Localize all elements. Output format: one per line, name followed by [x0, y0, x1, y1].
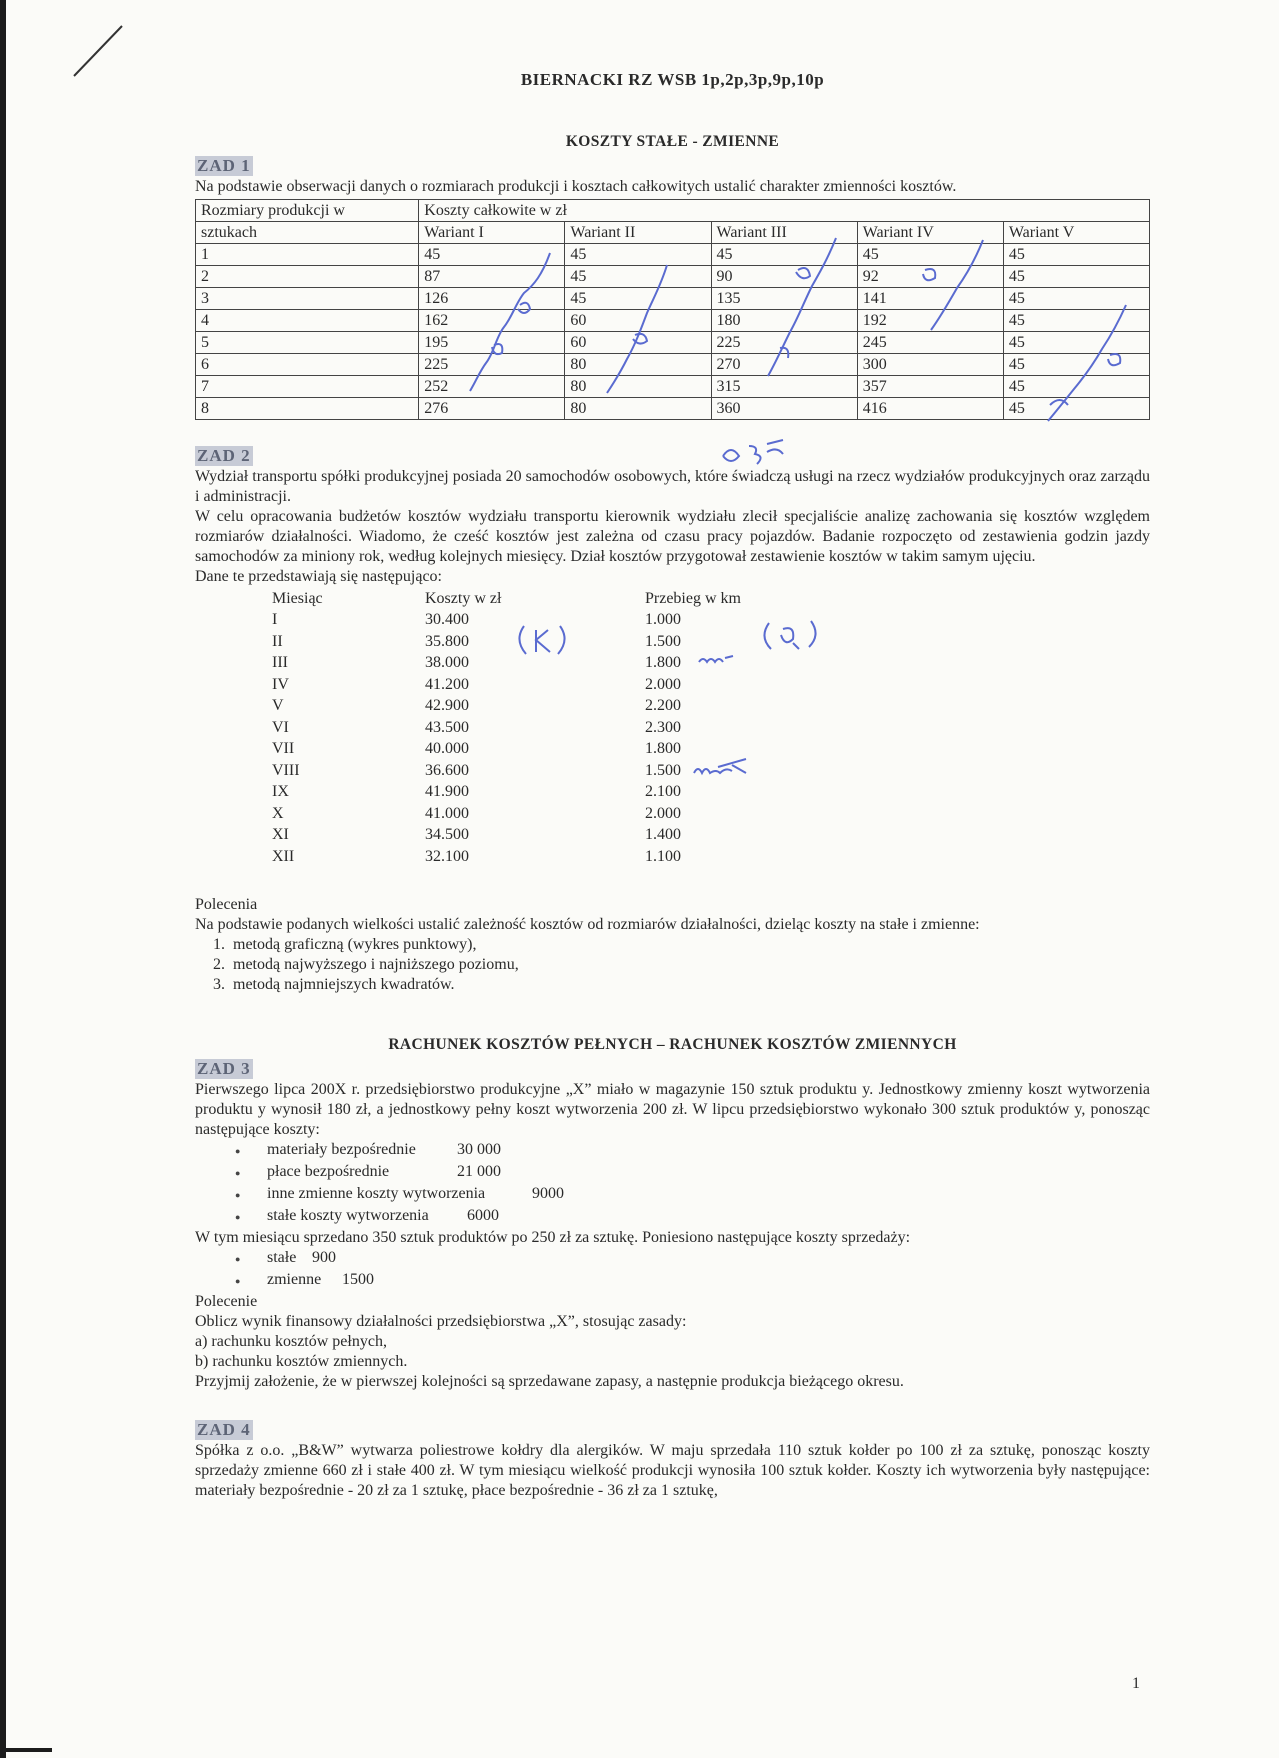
- sales-costs-list: [195, 1248, 1150, 1292]
- table-cell: 245: [857, 332, 1003, 354]
- task2-paragraph-3: Dane te przedstawiają się następująco:: [195, 568, 442, 585]
- table-cell: 2.000: [645, 675, 681, 693]
- table-row: [272, 695, 741, 717]
- table-header-production: [196, 200, 419, 222]
- cost-variants-table: [195, 199, 1150, 420]
- table-cell: 4: [196, 310, 419, 332]
- table-row: [272, 824, 741, 846]
- table-cell: 87: [419, 266, 565, 288]
- table-header-production-text: Rozmiary produkcji w: [201, 202, 345, 219]
- table-cell: 141: [857, 288, 1003, 310]
- table-cell: 43.500: [425, 718, 469, 736]
- list-item: 2. metodą najwyższego i najniższego poziomu,: [229, 955, 1150, 975]
- table-row: [196, 376, 1150, 398]
- task2-commands-title: Polecenia: [195, 895, 258, 913]
- table-cell: 1.800: [645, 740, 681, 757]
- list-item: [267, 1248, 1150, 1270]
- task2-paragraph-1: Wydział transportu spółki produkcyjnej posiada 20 samochodów osobowych, które świadczą usługi na rzecz wydziałów produkcyjnych oraz zarządu i administracji.: [195, 468, 1150, 505]
- table-row: [272, 802, 741, 824]
- table-row: [272, 609, 741, 631]
- table-cell: VI: [272, 718, 289, 736]
- cost-value: 6000: [467, 1206, 499, 1224]
- section-title-fixed-variable: KOSZTY STAŁE - ZMIENNE: [565, 133, 780, 150]
- cost-value: 21 000: [457, 1162, 501, 1180]
- table-cell: 416: [857, 398, 1003, 420]
- variant-header: Wariant V: [1003, 222, 1149, 244]
- variant-header: Wariant IV: [857, 222, 1003, 244]
- table-cell: 8: [196, 398, 419, 420]
- table-cell: 1.000: [645, 611, 681, 628]
- table-cell: 32.100: [425, 847, 469, 865]
- table-cell: 192: [857, 310, 1003, 332]
- task2-methods-list: [195, 935, 1150, 995]
- table-cell: 30.400: [425, 611, 469, 628]
- cost-name: materiały bezpośrednie: [267, 1140, 416, 1158]
- table-cell: 60: [565, 310, 711, 332]
- table-cell: 270: [711, 354, 857, 376]
- table-cell: 315: [711, 376, 857, 398]
- table-cell: 162: [419, 310, 565, 332]
- table-cell: 45: [1003, 354, 1149, 376]
- task-label-4: ZAD 4: [197, 1419, 251, 1439]
- table-cell: 92: [857, 266, 1003, 288]
- table-cell: 45: [1003, 266, 1149, 288]
- table-cell: 195: [419, 332, 565, 354]
- cost-value: 900: [312, 1248, 336, 1266]
- cost-name: stałe koszty wytworzenia: [267, 1206, 429, 1224]
- table-cell: 60: [565, 332, 711, 354]
- table-row: [272, 630, 741, 652]
- table-cell: XII: [272, 847, 295, 865]
- table-cell: 38.000: [425, 654, 469, 671]
- table-cell: VII: [272, 740, 295, 757]
- task2-commands-text: Na podstawie podanych wielkości ustalić zależność kosztów od rozmiarów działalności, dzieląc koszty na stałe i zmienne:: [195, 915, 980, 933]
- table-cell: 45: [565, 244, 711, 266]
- table-row: [196, 398, 1150, 420]
- table-cell: 252: [419, 376, 565, 398]
- table-cell: 42.900: [425, 697, 469, 714]
- table-cell: 225: [711, 332, 857, 354]
- table-cell: 41.900: [425, 783, 469, 800]
- table-cell: 1.800: [645, 654, 681, 671]
- list-item: [267, 1270, 1150, 1292]
- task3-command-title: Polecenie: [195, 1292, 258, 1310]
- table-cell: 45: [1003, 244, 1149, 266]
- table-cell: 35.800: [425, 632, 469, 650]
- production-costs-list: [195, 1140, 1150, 1228]
- table-cell: 1.500: [645, 761, 681, 779]
- table-row: [196, 310, 1150, 332]
- task-label-1: ZAD 1: [197, 156, 251, 175]
- task3-command-text: Oblicz wynik finansowy działalności przedsiębiorstwa „X”, stosując zasady:: [195, 1312, 687, 1330]
- table-cell: II: [272, 632, 283, 650]
- table-cell: X: [272, 804, 284, 822]
- table-row: [272, 716, 741, 738]
- table-row: [272, 781, 741, 803]
- col-header-cost: Koszty w zł: [425, 589, 502, 607]
- section-title-full-variable-costing: RACHUNEK KOSZTÓW PEŁNYCH – RACHUNEK KOSZTÓW ZMIENNYCH: [388, 1035, 957, 1053]
- task3-paragraph-3: Przyjmij założenie, że w pierwszej kolejności są sprzedawane zapasy, a następnie produkcja bieżącego okresu.: [195, 1372, 904, 1390]
- table-row: [196, 354, 1150, 376]
- page-number: 1: [1132, 1675, 1140, 1692]
- table-cell: 1: [196, 244, 419, 266]
- table-row: [196, 266, 1150, 288]
- table-cell: 80: [565, 398, 711, 420]
- cost-value: 30 000: [457, 1140, 501, 1158]
- cost-name: stałe: [267, 1248, 297, 1266]
- table-row: [272, 652, 741, 674]
- table-cell: 276: [419, 398, 565, 420]
- table-row: [272, 738, 741, 760]
- table-cell: 1.100: [645, 847, 681, 865]
- table-cell: 135: [711, 288, 857, 310]
- table-cell: 3: [196, 288, 419, 310]
- table-cell: 45: [711, 244, 857, 266]
- task3-option-b: b) rachunku kosztów zmiennych.: [195, 1352, 408, 1370]
- table-cell: 40.000: [425, 740, 469, 757]
- task3-paragraph-2: W tym miesiącu sprzedano 350 sztuk produktów po 250 zł za sztukę. Poniesiono następujące koszty sprzedaży:: [195, 1228, 911, 1246]
- task4-text: Spółka z o.o. „B&W” wytwarza poliestrowe kołdry dla alergików. W maju sprzedała 110 sztuk kołder po 100 zł za sztukę, ponosząc koszty sprzedaży zmienne 660 zł i stałe 400 zł. W tym miesiącu wielkość produkcji wynosiła 100 sztuk kołder. Koszty ich wytworzenia były następujące: materiały bezpośrednie - 20 zł za 1 sztukę, płace bezpośrednie - 36 zł za 1 sztukę,: [195, 1441, 1150, 1499]
- table-cell: 41.200: [425, 675, 469, 693]
- table-header-costs: Koszty całkowite w zł: [419, 200, 1150, 222]
- table-row: [196, 332, 1150, 354]
- cost-name: płace bezpośrednie: [267, 1162, 390, 1180]
- variant-header: Wariant I: [419, 222, 565, 244]
- table-cell: 36.600: [425, 761, 469, 779]
- scan-left-edge: [0, 0, 6, 1758]
- table-cell: IX: [272, 783, 289, 800]
- task3-option-a: a) rachunku kosztów pełnych,: [195, 1332, 387, 1350]
- table-cell: 180: [711, 310, 857, 332]
- scan-bottom-edge: [0, 1748, 52, 1752]
- table-cell: 45: [1003, 398, 1149, 420]
- cost-value: 1500: [342, 1270, 374, 1288]
- task-label-2: ZAD 2: [197, 446, 251, 465]
- pen-slash-mark: [70, 22, 130, 82]
- table-cell: 45: [1003, 376, 1149, 398]
- task3-paragraph-1: Pierwszego lipca 200X r. przedsiębiorstwo produkcyjne „X” miało w magazynie 150 sztuk produktu y. Jednostkowy zmienny koszt wytworzenia produktu y wynosił 180 zł, a jednostkowy pełny koszt wytworzenia 200 zł. W lipcu przedsiębiorstwo wykonało 300 sztuk produktów y, ponosząc następujące koszty:: [195, 1080, 1150, 1138]
- variant-header: Wariant III: [711, 222, 857, 244]
- table-cell: 90: [711, 266, 857, 288]
- table-cell: 6: [196, 354, 419, 376]
- table-cell: VIII: [272, 761, 300, 779]
- table-cell: 1.500: [645, 632, 681, 650]
- table-cell: 2.100: [645, 783, 681, 800]
- table-row: [272, 673, 741, 695]
- cost-name: zmienne: [267, 1270, 322, 1288]
- table-cell: 5: [196, 332, 419, 354]
- list-item: 1. metodą graficzną (wykres punktowy),: [229, 935, 1150, 955]
- table-cell: 360: [711, 398, 857, 420]
- table-cell: I: [272, 611, 278, 628]
- table-row: [272, 759, 741, 781]
- table-cell: 45: [419, 244, 565, 266]
- table-cell: 34.500: [425, 826, 469, 843]
- table-cell: 126: [419, 288, 565, 310]
- list-item: [267, 1162, 1150, 1184]
- table-cell: 300: [857, 354, 1003, 376]
- table-cell: IV: [272, 675, 289, 693]
- table-cell: 80: [565, 354, 711, 376]
- table-cell: 225: [419, 354, 565, 376]
- cost-name: inne zmienne koszty wytworzenia: [267, 1184, 486, 1202]
- table-cell: 7: [196, 376, 419, 398]
- table-cell: 45: [857, 244, 1003, 266]
- list-item: [267, 1184, 1150, 1206]
- table-row: [196, 244, 1150, 266]
- task-label-3: ZAD 3: [197, 1058, 251, 1078]
- list-item: [267, 1140, 1150, 1162]
- document-page: [195, 70, 1150, 1501]
- table-cell: 80: [565, 376, 711, 398]
- table-cell: 2.300: [645, 718, 681, 736]
- table-cell: XI: [272, 826, 289, 843]
- variant-header: Wariant II: [565, 222, 711, 244]
- table-row: [272, 845, 741, 867]
- task1-text: Na podstawie obserwacji danych o rozmiarach produkcji i kosztach całkowitych ustalić charakter zmienności kosztów.: [195, 178, 957, 195]
- table-cell: 45: [565, 266, 711, 288]
- list-item: 3. metodą najmniejszych kwadratów.: [229, 975, 1150, 995]
- document-title: BIERNACKI RZ WSB 1p,2p,3p,9p,10p: [520, 70, 825, 89]
- table-cell: 45: [1003, 332, 1149, 354]
- task2-paragraph-2: W celu opracowania budżetów kosztów wydziału transportu kierownik wydziału zlecił specjaliście analizę zachowania się kosztów względem rozmiarów działalności. Wiadomo, że cześć kosztów jest zależna od czasu pracy pojazdów. Badanie rozpoczęto od zestawienia godzin jazdy samochodów za miniony rok, według kolejnych miesięcy. Dział kosztów przygotował zestawienie kosztów w takim samym ujęciu.: [195, 508, 1150, 565]
- col-header-km: Przebieg w km: [645, 589, 741, 607]
- table-header-production-unit: sztukach: [196, 222, 419, 244]
- list-item: [267, 1206, 1150, 1228]
- table-cell: 2.200: [645, 697, 681, 714]
- table-cell: 2: [196, 266, 419, 288]
- col-header-month: Miesiąc: [272, 589, 323, 607]
- table-cell: 2.000: [645, 804, 681, 822]
- table-cell: 45: [565, 288, 711, 310]
- cost-value: 9000: [532, 1184, 564, 1202]
- monthly-costs-table: [272, 587, 741, 867]
- table-cell: III: [272, 654, 288, 671]
- table-cell: 1.400: [645, 826, 681, 843]
- table-cell: V: [272, 697, 284, 714]
- table-cell: 357: [857, 376, 1003, 398]
- table-cell: 45: [1003, 310, 1149, 332]
- table-cell: 41.000: [425, 804, 469, 822]
- table-cell: 45: [1003, 288, 1149, 310]
- table-row: [196, 288, 1150, 310]
